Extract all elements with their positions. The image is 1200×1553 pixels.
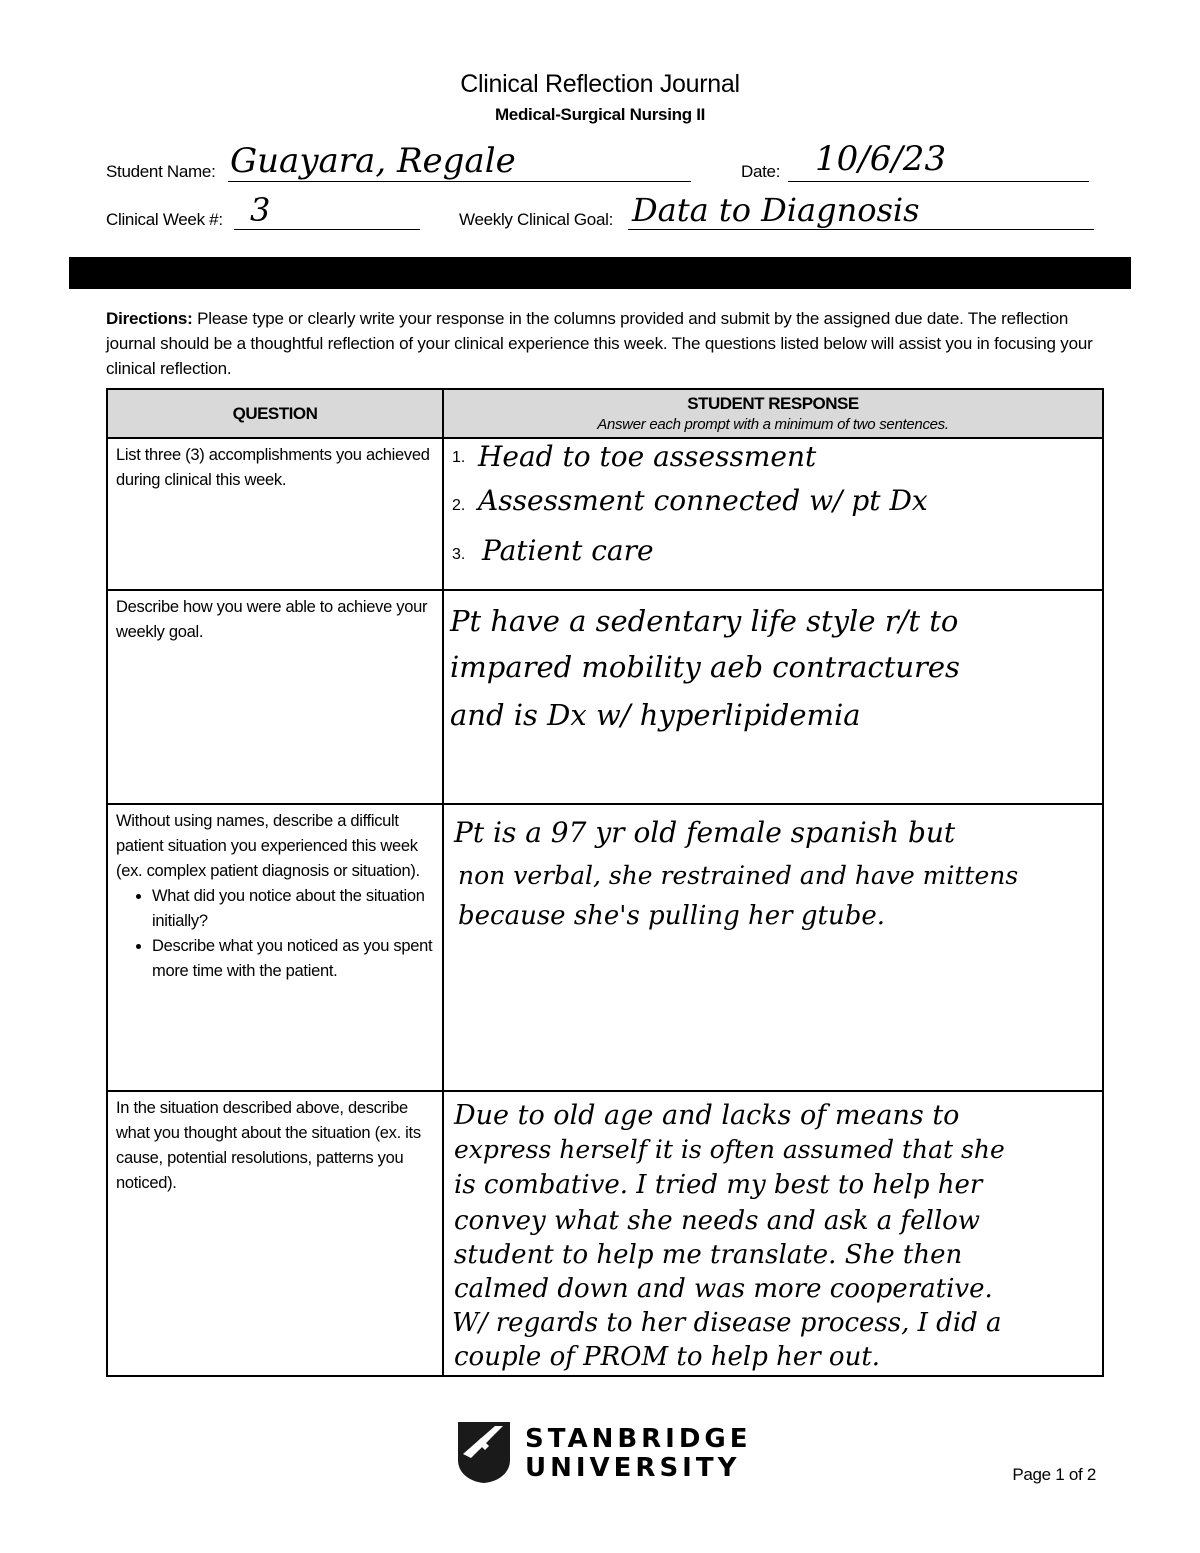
list-number: 3. xyxy=(452,546,466,563)
response-column-header xyxy=(444,390,1102,439)
weekly-goal-value[interactable]: Data to Diagnosis xyxy=(632,191,920,229)
response-cell[interactable] xyxy=(444,591,1102,803)
directions-lead: Directions: xyxy=(106,309,193,328)
response-header-label: STUDENT RESPONSE xyxy=(687,394,859,413)
section-divider-bar xyxy=(69,257,1131,289)
shield-icon xyxy=(457,1420,511,1484)
response-line: couple of PROM to help her out. xyxy=(454,1342,881,1372)
response-line: calmed down and was more cooperative. xyxy=(454,1274,993,1304)
response-line: because she's pulling her gtube. xyxy=(458,901,886,931)
list-number: 2. xyxy=(452,497,466,514)
response-line: Pt have a sedentary life style r/t to xyxy=(450,604,959,638)
table-row xyxy=(108,439,1102,591)
question-cell: In the situation described above, describe what you thought about the situation (ex. its cause, potential resolutions, patterns you noticed). xyxy=(108,1092,444,1375)
response-line: Due to old age and lacks of means to xyxy=(454,1100,960,1131)
response-line: Pt is a 97 yr old female spanish but xyxy=(454,816,956,849)
response-line: convey what she needs and ask a fellow xyxy=(454,1206,981,1236)
question-header-label: QUESTION xyxy=(232,404,318,423)
document-subtitle: Medical-Surgical Nursing II xyxy=(494,105,706,124)
response-line: express herself it is often assumed that she xyxy=(454,1135,1005,1164)
logo-line-university: UNIVERSITY xyxy=(525,1453,741,1483)
reflection-table xyxy=(106,388,1104,1377)
clinical-week-label: Clinical Week #: xyxy=(106,210,223,229)
date-value[interactable]: 10/6/23 xyxy=(815,139,947,179)
response-cell[interactable] xyxy=(444,805,1102,1090)
student-name-label: Student Name: xyxy=(106,162,216,181)
question-cell xyxy=(108,805,444,1090)
date-line xyxy=(788,181,1089,182)
question-cell: Describe how you were able to achieve your weekly goal. xyxy=(108,591,444,803)
page-number: Page 1 of 2 xyxy=(1012,1465,1096,1484)
response-line: Head to toe assessment xyxy=(478,440,817,473)
response-line: W/ regards to her disease process, I did a xyxy=(452,1308,1002,1338)
university-logo xyxy=(457,1420,752,1484)
weekly-goal-label: Weekly Clinical Goal: xyxy=(459,210,613,229)
response-line: student to help me translate. She then xyxy=(454,1240,963,1270)
directions-text: Please type or clearly write your response in the columns provided and submit by the assigned due date. The reflection journal should be a thoughtful reflection of your clinical experience this week. The questions listed below will assist you in focusing your clinical reflection. xyxy=(106,309,1093,378)
question-column-header xyxy=(108,390,444,439)
weekly-goal-line xyxy=(628,229,1094,230)
table-row xyxy=(108,591,1102,805)
date-label: Date: xyxy=(741,162,781,181)
question-cell: List three (3) accomplishments you achieved during clinical this week. xyxy=(108,439,444,589)
list-number: 1. xyxy=(452,449,466,466)
response-line: Patient care xyxy=(482,534,654,567)
response-line: impared mobility aeb contractures xyxy=(450,650,960,684)
list-item: • What did you notice about the situation initially? xyxy=(152,884,434,934)
list-item: • Describe what you noticed as you spent more time with the patient. xyxy=(152,934,434,984)
directions-paragraph xyxy=(106,306,1096,381)
table-row xyxy=(108,805,1102,1092)
response-line: and is Dx w/ hyperlipidemia xyxy=(450,698,861,732)
student-name-value[interactable]: Guayara, Regale xyxy=(230,141,516,181)
student-name-line xyxy=(228,181,691,182)
response-header-instruction: Answer each prompt with a minimum of two sentences. xyxy=(597,416,949,433)
logo-line-stanbridge: STANBRIDGE xyxy=(525,1424,752,1454)
table-row xyxy=(108,1092,1102,1375)
document-title: Clinical Reflection Journal xyxy=(460,70,740,98)
response-cell[interactable] xyxy=(444,439,1102,589)
response-line: is combative. I tried my best to help her xyxy=(454,1170,983,1200)
clinical-week-line xyxy=(234,229,420,230)
response-line: non verbal, she restrained and have mittens xyxy=(458,861,1019,890)
clinical-week-value[interactable]: 3 xyxy=(250,191,271,229)
response-line: Assessment connected w/ pt Dx xyxy=(478,484,928,517)
question-text: Without using names, describe a difficult patient situation you experienced this week (ex. complex patient diagnosis or situation). xyxy=(116,812,420,880)
question-bullets xyxy=(116,884,434,984)
response-cell[interactable] xyxy=(444,1092,1102,1375)
